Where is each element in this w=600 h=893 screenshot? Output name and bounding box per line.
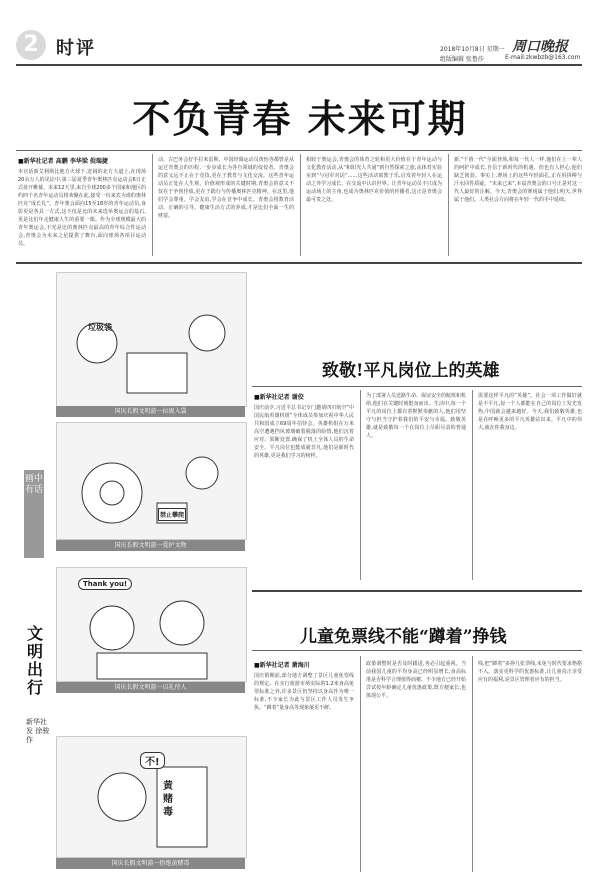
main-headline: 不负青春 未来可期	[132, 96, 468, 141]
column-label: 文明出行	[26, 624, 43, 697]
thank-you-bubble: Thank you!	[78, 578, 132, 590]
column-divider	[472, 390, 473, 580]
story2-column-1: 国庆前夕,习近平总书记专门邀请四川航空“中国民航英雄机组”全体成员参加庆祝中华人民共和国成立69周年招待会。英雄机组在万米高空遭遇挡风玻璃破裂脱落的险情,他们沉着应对、果断处置,确保了机上全体人员的生命安全。平凡岗位也能成就非凡,他们是新时代的英雄,更是我们学习的榜样。	[254, 405, 354, 459]
cartoon-caption-3: 国庆长假文明游一以礼待人	[56, 682, 245, 693]
story2-rule	[252, 386, 582, 387]
lead-column-3: 相较于奥运会,青奥会的体育之轮和更大价值在于青年运动与文化教育活动,从“和阳光人共通”到自然探索之旅,从体育实验室到“与冠军对话”……这些活动寓教于乐,启发着年轻人在运动之外学习成长、在交流中认识世界。让青年运动员不只成为运动场上的主角,也成为奥林匹克价值的传播者,这正是青奥会最可贵之处。	[306, 157, 442, 203]
issue-date: 2018年10月8日 星期一	[440, 46, 505, 53]
column-divider	[448, 154, 449, 256]
lead-column-2: 动、古巴务会好手拉米雷斯、中国经幕运动员黄怡等都曾是从运过青奥会的历程,一步步成长为各自领域的佼佼者。青奥会的意义远不止在于竞技,更在于教育与文化交流。这些青年运动员正处在人生观、价值观形成的关键时期,青奥会的意义不仅在于争创佳绩,更在于践行与传播奥林匹克精神。在这里,他们学会尊重、学会友谊,学会在竞争中成长。青奥会将教育活动、正确的引导、健康生活方式的养成,才是比们全面一生的财富。	[158, 157, 294, 219]
section-title: 时评	[56, 38, 96, 59]
cartoon-credit: 新华社发 徐骏 作	[26, 718, 50, 744]
editor-email: E-mail:zkwbzb@163.com	[505, 54, 581, 61]
cartoon-litter-illustration	[57, 273, 246, 406]
section-rule	[16, 262, 582, 264]
cartoon-caption-1: 国庆长假文明游一拉圾入袋	[56, 406, 245, 417]
masthead-logo: 周口晚报	[512, 39, 568, 55]
story3-column-1: 国庆假期前,部分地方调整了景区儿童免票线的规定。在实行旅游市场实际的1.2米身高免票标准之外,许多景区仍坚持以身高作为唯一标准,不少家长为此与景区工作人员发生争执。“蹲着”量身高等现象屡见不鲜。	[254, 673, 354, 711]
column-divider	[360, 656, 361, 872]
story3-rule	[252, 650, 582, 651]
story3-column-3: 线,把“蹲着”多挣几张票线,未免与时代要求格格不入。落实更科学的优惠标准,让儿童真正享受应有的福利,是景区管理者应有的担当。	[478, 661, 582, 683]
story2-column-3: 需要这样平凡的“英雄”。社会一项工作做好就是不平凡,每一个人都能在自己的岗位上发光发热,中国就会越来越好。今天,我们致敬英雄,也是在呼唤更多的平凡英雄站出来。平凡中的伟大,就在你我身边。	[478, 393, 582, 431]
page-number-badge: 2	[16, 30, 46, 60]
litter-bag-sign: 垃圾袋	[88, 323, 112, 332]
story2-headline: 致敬!平凡岗位上的英雄	[322, 361, 500, 381]
editor-credit: 组版编辑 张鲁莎	[440, 56, 484, 63]
story2-column-2: 为了部署人员送路生命、保证安全的航班和机组,他们在关键时刻挺身而出。生活中,每一个平凡的岗位上都有着默默奉献的人,他们用坚守与担当守护着我们的平安与幸福。致敬英雄,就是致敬每一个在岗位上尽职尽责的普通人。	[366, 393, 466, 439]
section-rule	[252, 590, 582, 592]
column-divider	[152, 154, 153, 256]
cartoon-panel-relics	[56, 422, 247, 540]
cartoon-caption-4: 国庆长假文明游一拒绝黄赌毒	[56, 858, 245, 869]
lead-column-1: 本官话新艾利斯比地方火球下,宽阔的北方大道上,在现场20余万人的见证中,第三届夏季青年奥林匹克运动会6日正式扯开帷幕。未来12天里,来自全球200多个国家和地区的约四千名青年运动员将欢聚在此,接受一份来宾为谁的奥林匹克“成长礼”。青年奥会面向15至18岁的青年运动员,身影更是各具一方式,这不仅是比的未来选举奥运会的基石,更是比们年走健康人生的重要一课。作为全球规模最大的青年奥运会,不光是比的奥林匹克最高的青年综合性运动会,青奥会为未来之星提供了舞台,面向球场各项目运动员。	[18, 169, 146, 247]
vice-sign: 黄 赌 毒	[163, 781, 173, 818]
no-climbing-sign: 禁止攀爬	[158, 508, 186, 521]
series-tab: 画中有话	[24, 470, 44, 558]
lead-column-4: 新,“千禧一代”全面登场,和每一代人一样,他们在上一辈人的呵护中成长,自信于新时代的机遇。但也有人担心,他们缺乏韧劲。事实上,赛场上的这些年轻面孔,正在用拼搏与汗水回答质疑。“未来已来”,本届青奥会的口号正是对这一代人最好的注解。今天,青奥会的赛场属于他们;明天,世界属于他们。人类社会方向将在年轻一代的手中延续。	[454, 157, 582, 203]
cartoon-panel-litter	[56, 272, 247, 407]
cartoon-relics-illustration	[57, 423, 246, 539]
story3-column-2: 政策调整时是否及时跟进,务必引起重视。当前我国儿童的平均身高已经明显增长,身高标准是否科学合理值得商榷。不少地方已经开始尝试按年龄确定儿童优惠政策,既方便家长,也体现公平。	[366, 661, 466, 699]
story3-byline: ■新华社记者 萧海川	[254, 662, 310, 669]
headline-rule	[16, 150, 582, 151]
column-divider	[360, 390, 361, 580]
story3-headline: 儿童免票线不能“蹲着”挣钱	[300, 627, 507, 647]
column-divider	[472, 656, 473, 872]
column-divider	[300, 154, 301, 256]
story2-byline: ■新华社记者 谢佼	[254, 394, 304, 401]
header-rule	[16, 64, 582, 66]
cartoon-caption-2: 国庆长假文明游一爱护文物	[56, 540, 245, 551]
lead-byline: ■新华社记者 高鹏 李华梁 倪瑞捷	[18, 158, 108, 165]
refuse-bubble: 不!	[140, 752, 165, 769]
